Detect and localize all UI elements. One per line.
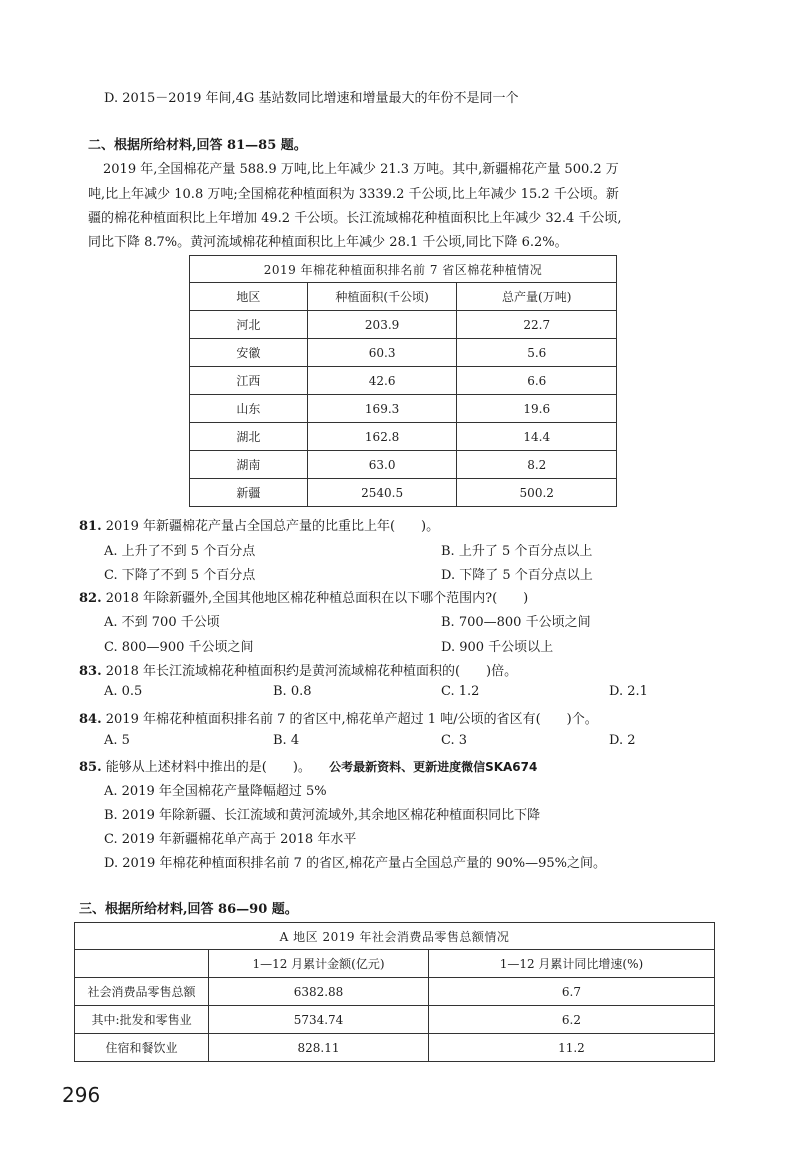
question-text: 能够从上述材料中推出的是( )。 bbox=[105, 760, 311, 775]
question-83 bbox=[79, 660, 517, 679]
table-row bbox=[75, 1034, 715, 1062]
q84-option-a[interactable]: A. 5 bbox=[104, 733, 130, 748]
q84-option-d[interactable]: D. 2 bbox=[609, 733, 636, 748]
cell-growth: 11.2 bbox=[428, 1034, 714, 1062]
cell-output: 500.2 bbox=[457, 479, 617, 507]
q84-option-b[interactable]: B. 4 bbox=[273, 733, 300, 748]
cell-area: 203.9 bbox=[307, 311, 457, 339]
q82-option-c[interactable]: C. 800—900 千公顷之间 bbox=[104, 640, 254, 655]
cell-area: 169.3 bbox=[307, 395, 457, 423]
q83-option-c[interactable]: C. 1.2 bbox=[441, 684, 480, 699]
cell-growth: 6.2 bbox=[428, 1006, 714, 1034]
cell-region: 江西 bbox=[190, 367, 308, 395]
question-number: 82. bbox=[79, 591, 102, 606]
q85-option-b[interactable]: B. 2019 年除新疆、长江流域和黄河流域外,其余地区棉花种植面积同比下降 bbox=[104, 808, 541, 823]
q82-option-b[interactable]: B. 700—800 千公顷之间 bbox=[441, 615, 591, 630]
question-number: 84. bbox=[79, 712, 102, 727]
section2-para-line-3: 疆的棉花种植面积比上年增加 49.2 千公顷。长江流域棉花种植面积比上年减少 32.4 千公顷, bbox=[88, 211, 622, 226]
page-number: 296 bbox=[62, 1083, 101, 1107]
cell-output: 14.4 bbox=[457, 423, 617, 451]
question-number: 83. bbox=[79, 664, 102, 679]
section3-heading: 三、根据所给材料,回答 86—90 题。 bbox=[79, 902, 298, 917]
q85-option-c[interactable]: C. 2019 年新疆棉花单产高于 2018 年水平 bbox=[104, 832, 357, 847]
header-output: 总产量(万吨) bbox=[457, 283, 617, 311]
retail-table bbox=[74, 922, 715, 1062]
cell-region: 山东 bbox=[190, 395, 308, 423]
cell-amount: 6382.88 bbox=[209, 978, 429, 1006]
table-row bbox=[75, 978, 715, 1006]
cell-area: 2540.5 bbox=[307, 479, 457, 507]
section2-heading: 二、根据所给材料,回答 81—85 题。 bbox=[88, 138, 307, 153]
cell-output: 19.6 bbox=[457, 395, 617, 423]
q81-option-b[interactable]: B. 上升了 5 个百分点以上 bbox=[441, 544, 593, 559]
watermark-ad-text: 公考最新资料、更新进度微信SKA674 bbox=[329, 760, 538, 774]
question-84 bbox=[79, 708, 598, 727]
header-area: 种植面积(千公顷) bbox=[307, 283, 457, 311]
q83-option-a[interactable]: A. 0.5 bbox=[104, 684, 143, 699]
q84-option-c[interactable]: C. 3 bbox=[441, 733, 468, 748]
table-row bbox=[190, 451, 617, 479]
prev-question-option-d: D. 2015－2019 年间,4G 基站数同比增速和增量最大的年份不是同一个 bbox=[104, 91, 519, 106]
retail-table-caption: A 地区 2019 年社会消费品零售总额情况 bbox=[75, 923, 715, 950]
cell-region: 河北 bbox=[190, 311, 308, 339]
cell-output: 6.6 bbox=[457, 367, 617, 395]
section2-para-line-1: 2019 年,全国棉花产量 588.9 万吨,比上年减少 21.3 万吨。其中,新疆棉花产量 500.2 万 bbox=[103, 162, 619, 177]
question-number: 85. bbox=[79, 760, 102, 775]
cell-output: 5.6 bbox=[457, 339, 617, 367]
table-header-row bbox=[190, 283, 617, 311]
cell-area: 162.8 bbox=[307, 423, 457, 451]
q83-option-d[interactable]: D. 2.1 bbox=[609, 684, 648, 699]
q85-option-a[interactable]: A. 2019 年全国棉花产量降幅超过 5% bbox=[104, 784, 327, 799]
table-row bbox=[190, 479, 617, 507]
q83-option-b[interactable]: B. 0.8 bbox=[273, 684, 312, 699]
cell-area: 63.0 bbox=[307, 451, 457, 479]
header-region: 地区 bbox=[190, 283, 308, 311]
q82-option-a[interactable]: A. 不到 700 千公顷 bbox=[104, 615, 220, 630]
cell-region: 安徽 bbox=[190, 339, 308, 367]
question-text: 2018 年除新疆外,全国其他地区棉花种植总面积在以下哪个范围内?( ) bbox=[105, 591, 529, 606]
question-text: 2018 年长江流域棉花种植面积约是黄河流域棉花种植面积的( )倍。 bbox=[105, 664, 518, 679]
question-text: 2019 年棉花种植面积排名前 7 的省区中,棉花单产超过 1 吨/公顷的省区有( )个。 bbox=[105, 712, 598, 727]
table-row bbox=[190, 311, 617, 339]
cell-area: 42.6 bbox=[307, 367, 457, 395]
table-row bbox=[75, 1006, 715, 1034]
section2-para-line-4: 同比下降 8.7%。黄河流域棉花种植面积比上年减少 28.1 千公顷,同比下降 6.2%。 bbox=[88, 235, 568, 250]
cell-growth: 6.7 bbox=[428, 978, 714, 1006]
cell-region: 湖南 bbox=[190, 451, 308, 479]
cotton-table bbox=[189, 255, 617, 507]
table-row bbox=[190, 367, 617, 395]
q81-option-c[interactable]: C. 下降了不到 5 个百分点 bbox=[104, 568, 256, 583]
cell-category: 社会消费品零售总额 bbox=[75, 978, 209, 1006]
header-blank bbox=[75, 950, 209, 978]
cell-category: 其中:批发和零售业 bbox=[75, 1006, 209, 1034]
table-row bbox=[190, 423, 617, 451]
cell-amount: 5734.74 bbox=[209, 1006, 429, 1034]
q82-option-d[interactable]: D. 900 千公顷以上 bbox=[441, 640, 554, 655]
cell-amount: 828.11 bbox=[209, 1034, 429, 1062]
question-text: 2019 年新疆棉花产量占全国总产量的比重比上年( )。 bbox=[105, 519, 440, 534]
cell-area: 60.3 bbox=[307, 339, 457, 367]
q85-option-d[interactable]: D. 2019 年棉花种植面积排名前 7 的省区,棉花产量占全国总产量的 90%—95%之间。 bbox=[104, 856, 607, 871]
cell-output: 22.7 bbox=[457, 311, 617, 339]
question-number: 81. bbox=[79, 519, 102, 534]
cell-output: 8.2 bbox=[457, 451, 617, 479]
header-amount: 1—12 月累计金额(亿元) bbox=[209, 950, 429, 978]
section2-para-line-2: 吨,比上年减少 10.8 万吨;全国棉花种植面积为 3339.2 千公顷,比上年减少 15.2 千公顷。新 bbox=[88, 187, 619, 202]
cotton-table-caption: 2019 年棉花种植面积排名前 7 省区棉花种植情况 bbox=[190, 256, 617, 283]
cell-region: 新疆 bbox=[190, 479, 308, 507]
cell-region: 湖北 bbox=[190, 423, 308, 451]
table-header-row bbox=[75, 950, 715, 978]
table-row bbox=[190, 339, 617, 367]
q81-option-a[interactable]: A. 上升了不到 5 个百分点 bbox=[104, 544, 256, 559]
cell-category: 住宿和餐饮业 bbox=[75, 1034, 209, 1062]
header-growth: 1—12 月累计同比增速(%) bbox=[428, 950, 714, 978]
question-85 bbox=[79, 756, 537, 775]
table-row bbox=[190, 395, 617, 423]
question-81 bbox=[79, 515, 439, 534]
q81-option-d[interactable]: D. 下降了 5 个百分点以上 bbox=[441, 568, 593, 583]
question-82 bbox=[79, 587, 528, 606]
